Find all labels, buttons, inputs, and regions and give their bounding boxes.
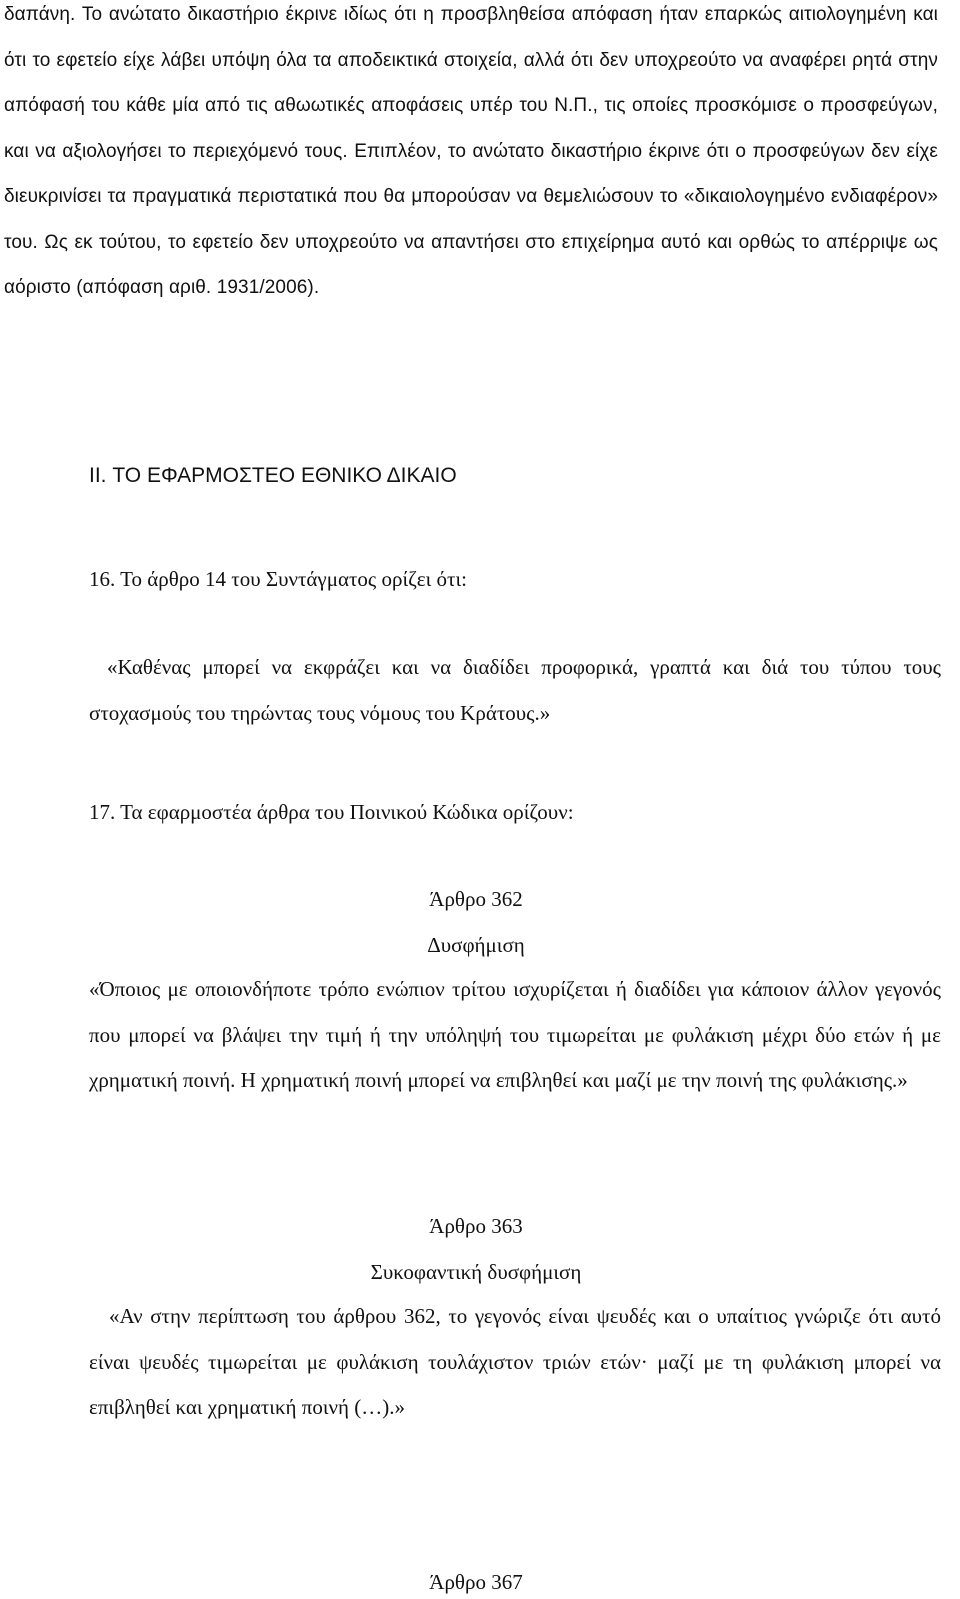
quote-constitution: «Καθένας μπορεί να εκφράζει και να διαδίδει προφορικά, γραπτά και διά του τύπου τους στοχασμούς του τηρώντας τους νόμους του Κράτους.» (89, 655, 941, 725)
article-363-number: Άρθρο 363 (429, 1214, 523, 1238)
article-362-title: Δυσφήμιση (427, 933, 525, 957)
paragraph-17: 17. Τα εφαρμοστέα άρθρα του Ποινικού Κώδικα ορίζουν: (89, 800, 574, 824)
article-367-number: Άρθρο 367 (429, 1570, 523, 1594)
article-363-title: Συκοφαντική δυσφήμιση (370, 1260, 582, 1284)
article-362-number: Άρθρο 362 (429, 887, 523, 911)
intro-paragraph: δαπάνη. Το ανώτατο δικαστήριο έκρινε ιδίως ότι η προσβληθείσα απόφαση ήταν επαρκώς αιτιολογημένη και ότι το εφετείο είχε λάβει υπόψη όλα τα αποδεικτικά στοιχεία, αλλά ότι δεν υποχρεούτο να αναφέρει ρητά στην απόφασή του κάθε μία από τις αθωωτικές αποφάσεις υπέρ του Ν.Π., τις οποίες προσκόμισε ο προσφεύγων, και να αξιολογήσει το περιεχόμενό τους. Επιπλέον, το ανώτατο δικαστήριο έκρινε ότι ο προσφεύγων δεν είχε διευκρινίσει τα πραγματικά περιστατικά που θα μπορούσαν να θεμελιώσουν το «δικαιολογημένο ενδιαφέρον» του. Ως εκ τούτου, το εφετείο δεν υποχρεούτο να απαντήσει στο επιχείρημα αυτό και ορθώς το απέρριψε ως αόριστο (απόφαση αριθ. 1931/2006). (4, 4, 938, 298)
article-362-text: «Όποιος με οποιονδήποτε τρόπο ενώπιον τρίτου ισχυρίζεται ή διαδίδει για κάποιον άλλον γεγονός που μπορεί να βλάψει την τιμή ή την υπόληψή του τιμωρείται με φυλάκιση μέχρι δύο ετών ή με χρηματική ποινή. Η χρηματική ποινή μπορεί να επιβληθεί και μαζί με την ποινή της φυλάκισης.» (89, 977, 941, 1092)
paragraph-16: 16. Το άρθρο 14 του Συντάγματος ορίζει ότι: (89, 567, 467, 591)
article-363-text: «Αν στην περίπτωση του άρθρου 362, το γεγονός είναι ψευδές και ο υπαίτιος γνώριζε ότι αυτό είναι ψευδές τιμωρείται με φυλάκιση τουλάχιστον τριών ετών· μαζί με τη φυλάκιση μπορεί να επιβληθεί και χρηματική ποινή (…).» (89, 1304, 941, 1419)
section-heading: II. ΤΟ ΕΦΑΡΜΟΣΤΕΟ ΕΘΝΙΚΟ ΔΙΚΑΙΟ (89, 464, 457, 487)
